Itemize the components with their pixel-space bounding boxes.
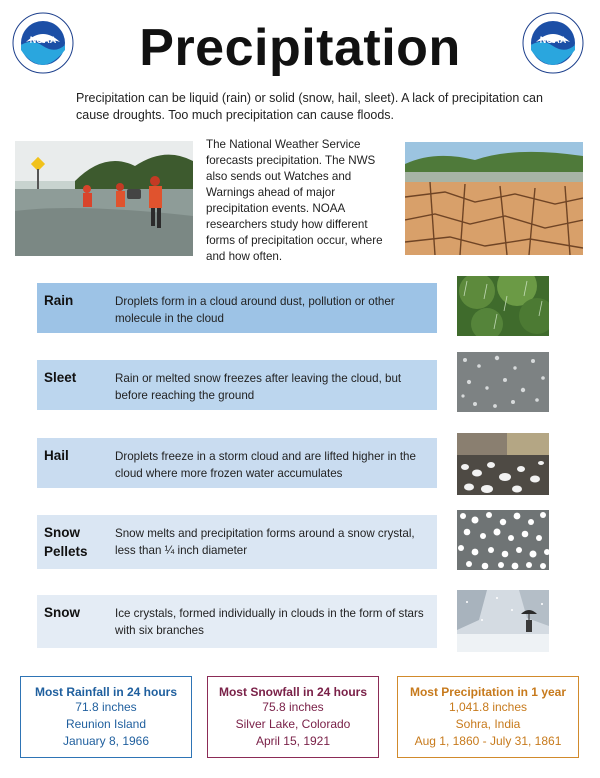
record-amount: 1,041.8 inches	[448, 700, 528, 714]
drought-photo	[405, 142, 583, 255]
record-amount: 75.8 inches	[262, 700, 324, 714]
logo-text: NOAA	[539, 35, 567, 45]
record-date: April 15, 1921	[255, 734, 331, 748]
record-precipitation	[397, 676, 579, 758]
hail-band	[37, 438, 437, 488]
record-title: Most Precipitation in 1 year	[409, 685, 567, 699]
page-title: Precipitation	[139, 19, 461, 77]
type-description: Rain or melted snow freezes after leaving the cloud, but before reaching the ground	[115, 372, 402, 402]
snow-photo	[457, 590, 549, 652]
rain-photo	[457, 276, 549, 336]
type-description: Ice crystals, formed individually in clouds in the form of stars with six branches	[115, 607, 424, 637]
sleet-photo	[457, 352, 549, 412]
record-snowfall	[207, 676, 379, 758]
logo-text: NOAA	[29, 35, 57, 45]
record-rainfall	[20, 676, 192, 758]
type-description: Droplets form in a cloud around dust, pollution or other molecule in the cloud	[115, 295, 395, 325]
record-amount: 71.8 inches	[75, 700, 137, 714]
intro-paragraph: Precipitation can be liquid (rain) or solid (snow, hail, sleet). A lack of precipitation can cause droughts. Too much precipitation can cause floods.	[76, 91, 543, 122]
hail-photo	[457, 433, 549, 495]
record-place: Silver Lake, Colorado	[235, 717, 351, 731]
type-name: Sleet	[44, 370, 77, 385]
snow-pellets-photo	[457, 510, 549, 570]
type-description: Droplets freeze in a storm cloud and are lifted higher in the cloud where more frozen water accumulates	[115, 450, 416, 480]
type-name: Snow Pellets	[44, 525, 88, 559]
type-name: Hail	[44, 448, 69, 463]
snow-band	[37, 595, 437, 648]
rain-band	[37, 283, 437, 333]
record-title: Most Rainfall in 24 hours	[34, 685, 178, 699]
record-date: January 8, 1966	[62, 734, 150, 748]
sleet-band	[37, 360, 437, 410]
type-description: Snow melts and precipitation forms around a snow crystal, less than ¼ inch diameter	[115, 527, 415, 557]
record-title: Most Snowfall in 24 hours	[218, 685, 367, 699]
nws-paragraph: The National Weather Service forecasts precipitation. The NWS also sends out Watches and Warnings ahead of major precipitation events. NOAA researchers study how different forms of precipitation occur, where and how often.	[206, 138, 383, 263]
type-name: Rain	[44, 293, 74, 308]
record-place: Sohra, India	[455, 717, 521, 731]
record-date: Aug 1, 1860 - July 31, 1861	[414, 734, 562, 748]
record-place: Reunion Island	[65, 717, 147, 731]
flood-photo	[15, 141, 193, 256]
snow-pellets-band	[37, 515, 437, 569]
type-name: Snow	[44, 605, 80, 620]
